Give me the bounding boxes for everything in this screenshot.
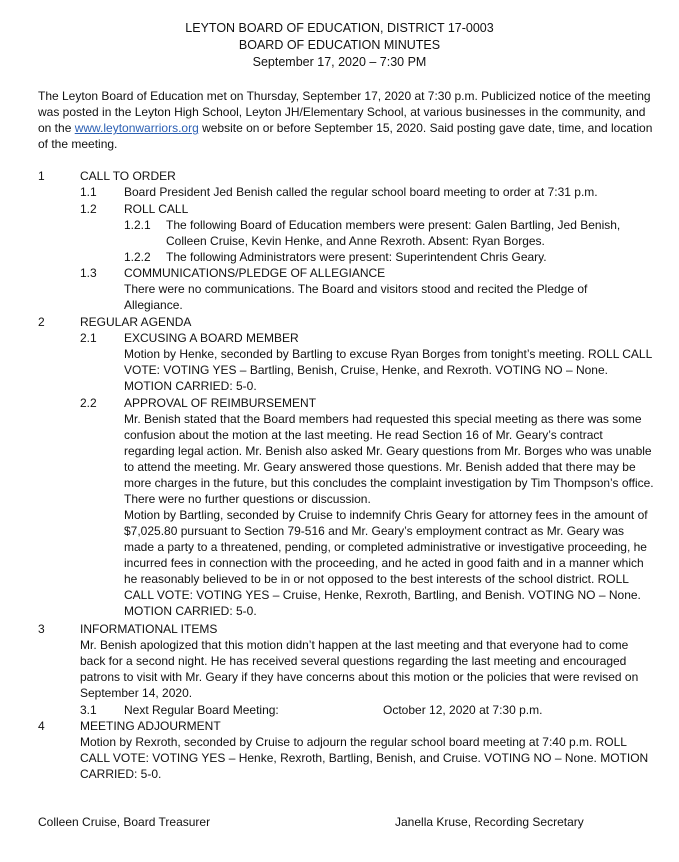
item-3-1-value: October 12, 2020 at 7:30 p.m.: [383, 703, 543, 717]
signature-secretary: Janella Kruse, Recording Secretary: [395, 815, 584, 829]
section-3-title: INFORMATIONAL ITEMS: [80, 622, 218, 636]
header-title: BOARD OF EDUCATION MINUTES: [238, 38, 441, 52]
section-4-title: MEETING ADJOURMENT: [80, 719, 221, 733]
section-2-title: REGULAR AGENDA: [80, 315, 192, 329]
item-2-2-number: 2.2: [80, 396, 97, 410]
item-1-3-number: 1.3: [80, 266, 97, 280]
item-1-2-1-text: The following Board of Education members were present: Galen Bartling, Jed Benish, Colleen Cruise, Kevin Henke, and Anne Rexroth. Absent: Ryan Borges.: [166, 218, 621, 248]
item-2-2-motion: Motion by Bartling, seconded by Cruise to indemnify Chris Geary for attorney fees in the amount of $7,025.80 pursuant to Section 79-516 and Mr. Geary’s employment contract as Mr. Geary was made a party to a threatened, pending, or completed administrative or investigative proceeding, he incurred fees in connection with the proceeding, and he acted in good faith and in a manner which he reasonably believed to be in or not opposed to the best interests of the school district. ROLL CALL VOTE: VOTING YES – Cruise, Henke, Rexroth, Bartling, and Benish. VOTING NO – None. MOTION CARRIED: 5-0.: [124, 508, 648, 618]
item-1-3-text: There were no communications. The Board and visitors stood and recited the Pledge of Allegiance.: [124, 282, 588, 312]
document-header: [0, 20, 679, 71]
item-3-1-number: 3.1: [80, 703, 97, 717]
item-2-2-discussion: Mr. Benish stated that the Board members had requested this special meeting as there was some confusion about the motion at the last meeting. He read Section 16 of Mr. Geary’s contract regarding legal action. Mr. Benish also asked Mr. Geary questions from Mr. Borges who was unable to attend the meeting. Mr. Geary answered those questions. Mr. Benish added that there may be more charges in the future, but this concludes the complaint investigation by Tim Thompson’s office. There were no further questions or discussion.: [124, 412, 654, 506]
section-4-text: Motion by Rexroth, seconded by Cruise to adjourn the regular school board meeting at 7:40 p.m. ROLL CALL VOTE: VOTING YES – Henke, Rexroth, Bartling, Benish, and Cruise. VOTING NO – None. MOTION CARRIED: 5-0.: [80, 735, 649, 781]
header-district: LEYTON BOARD OF EDUCATION, DISTRICT 17-0003: [185, 21, 494, 35]
signature-treasurer: Colleen Cruise, Board Treasurer: [38, 815, 211, 829]
section-4-number: 4: [38, 719, 45, 733]
item-1-2-title: ROLL CALL: [124, 202, 189, 216]
intro-text-before: The Leyton Board of Education met on Thursday, September 17, 2020 at 7:30 p.m. Publicized notice of the meeting was posted in the Leyton High School, Leyton JH/Elementary School, at various businesses in the community, and on the: [38, 89, 651, 135]
section-2-number: 2: [38, 315, 45, 329]
header-date: September 17, 2020 – 7:30 PM: [252, 55, 427, 69]
item-1-3-title: COMMUNICATIONS/PLEDGE OF ALLEGIANCE: [124, 266, 386, 280]
item-1-1-text: Board President Jed Benish called the regular school board meeting to order at 7:31 p.m.: [124, 185, 598, 199]
item-2-2-title: APPROVAL OF REIMBURSEMENT: [124, 396, 317, 410]
section-1-title: CALL TO ORDER: [80, 169, 176, 183]
item-1-2-1-number: 1.2.1: [124, 218, 151, 232]
item-2-1-text: Motion by Henke, seconded by Bartling to excuse Ryan Borges from tonight’s meeting. ROLL CALL VOTE: VOTING YES – Bartling, Benish, Cruise, Henke, and Rexroth. VOTING NO – None. MOTION CARRIED: 5-0.: [124, 347, 652, 393]
item-2-1-title: EXCUSING A BOARD MEMBER: [124, 331, 299, 345]
item-2-1-number: 2.1: [80, 331, 97, 345]
website-link[interactable]: www.leytonwarriors.org: [74, 121, 199, 135]
intro-paragraph: [38, 88, 658, 152]
intro-text-after: website on or before September 15, 2020. Said posting gave date, time, and location of the meeting.: [38, 121, 653, 151]
item-1-2-2-text: The following Administrators were present: Superintendent Chris Geary.: [166, 250, 547, 264]
item-1-2-2-number: 1.2.2: [124, 250, 151, 264]
section-3-text: Mr. Benish apologized that this motion didn’t happen at the last meeting and that everyone had to come back for a second night. He has received several questions regarding the last meeting and encouraged patrons to visit with Mr. Geary if they have concerns about this motion or the policies that were revised on September 14, 2020.: [80, 638, 639, 700]
item-1-1-number: 1.1: [80, 185, 97, 199]
section-3-number: 3: [38, 622, 45, 636]
section-1-number: 1: [38, 169, 45, 183]
item-1-2-number: 1.2: [80, 202, 97, 216]
item-3-1-label: Next Regular Board Meeting:: [124, 703, 279, 717]
